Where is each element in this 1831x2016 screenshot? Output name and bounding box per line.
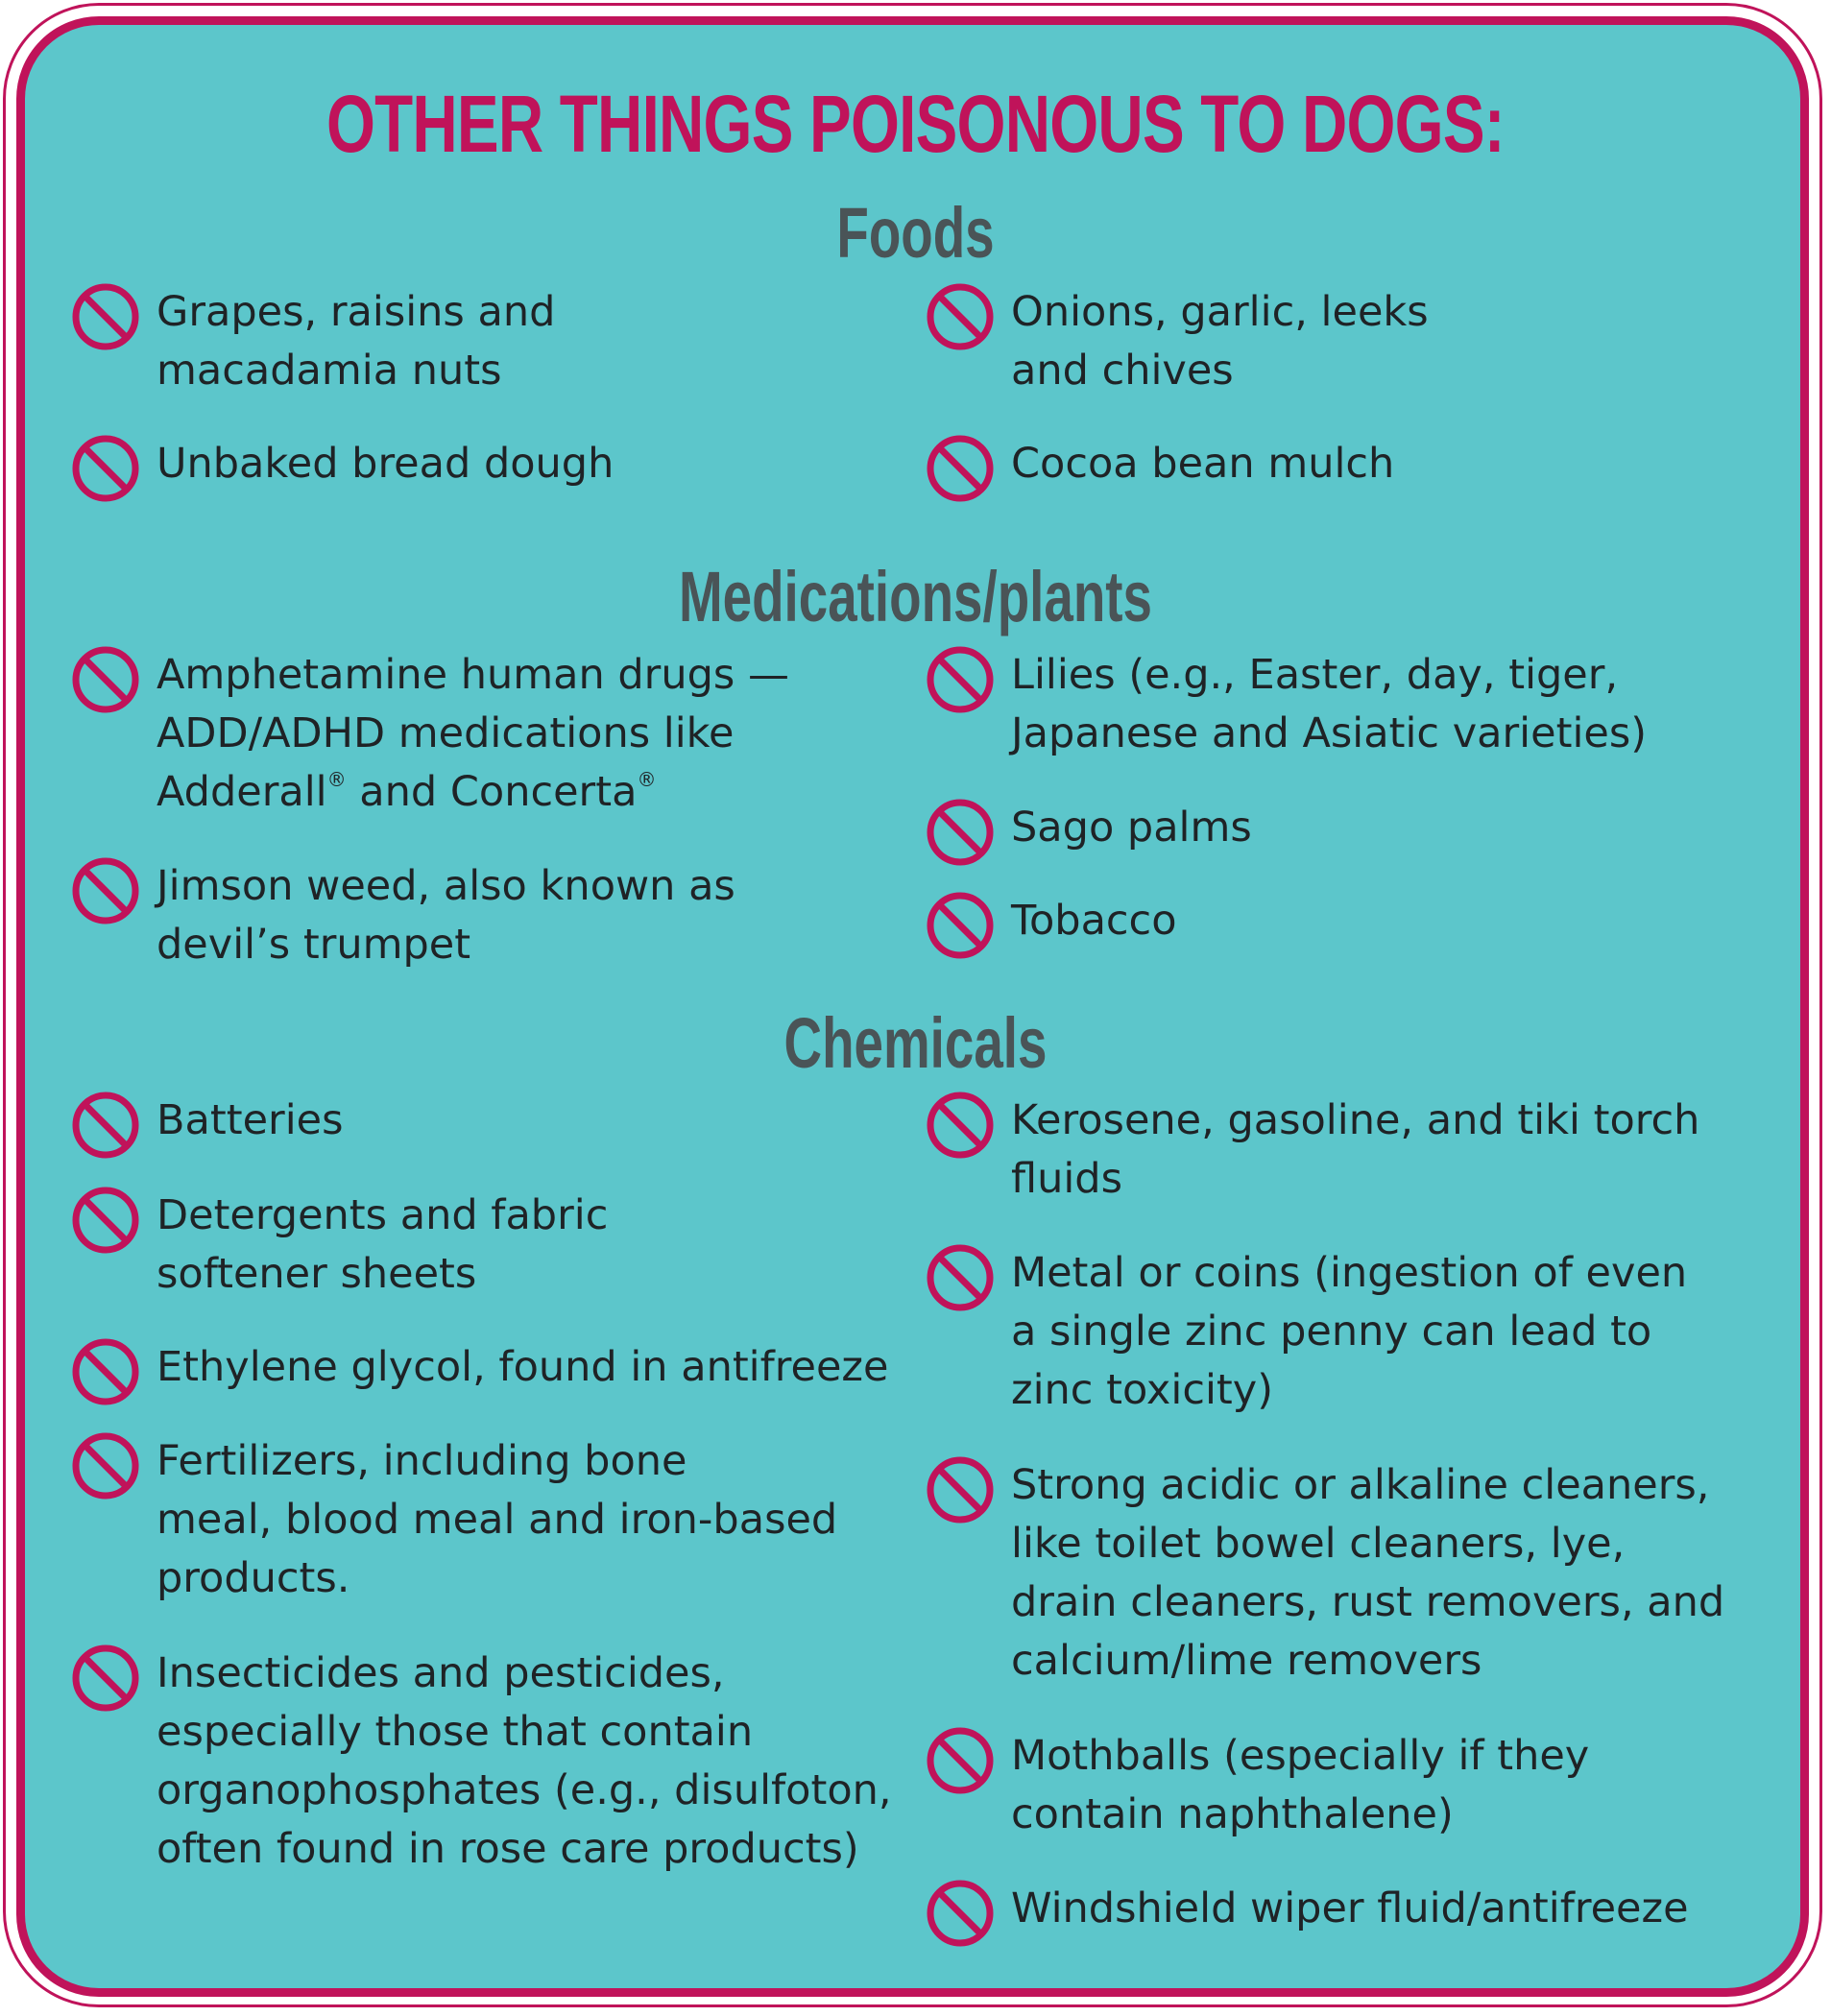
- prohibited-icon: [72, 1338, 139, 1405]
- prohibited-icon: [72, 435, 139, 502]
- section-heading-foods: Foods: [836, 193, 995, 273]
- prohibited-icon: [72, 857, 139, 924]
- list-item-text: Detergents and fabric softener sheets: [157, 1191, 609, 1298]
- prohibited-icon: [927, 1092, 994, 1159]
- prohibited-icon: [927, 435, 994, 502]
- list-item-text: Mothballs (especially if they contain naphthalene): [1011, 1732, 1590, 1838]
- list-item-text: Batteries: [157, 1096, 344, 1144]
- prohibited-icon: [927, 1456, 994, 1524]
- list-item-text: Windshield wiper fluid/antifreeze: [1011, 1884, 1689, 1932]
- list-item-text: Metal or coins (ingestion of even a single zinc penny can lead to zinc toxicity): [1011, 1249, 1688, 1414]
- prohibited-icon: [927, 1727, 994, 1794]
- prohibited-icon: [927, 799, 994, 866]
- list-item-text: Fertilizers, including bone meal, blood meal and iron-based products.: [157, 1437, 838, 1602]
- list-item-text: Grapes, raisins and macadamia nuts: [157, 288, 556, 395]
- list-item-text: Sago palms: [1011, 804, 1252, 852]
- list-item-text: Strong acidic or alkaline cleaners, like toilet bowel cleaners, lye, drain cleaners, rust removers, and calcium/lime removers: [1011, 1461, 1725, 1685]
- prohibited-icon: [927, 646, 994, 713]
- prohibited-icon: [72, 1644, 139, 1712]
- prohibited-icon: [72, 1432, 139, 1500]
- prohibited-icon: [927, 1880, 994, 1947]
- list-item-text: Cocoa bean mulch: [1011, 440, 1395, 488]
- prohibited-icon: [72, 646, 139, 713]
- prohibited-icon: [927, 1244, 994, 1311]
- prohibited-icon: [72, 1187, 139, 1254]
- list-item-text: Insecticides and pesticides, especially those that contain organophosphates (e.g., disulfoton, often found in rose care products): [157, 1649, 892, 1873]
- section-heading-chemicals: Chemicals: [783, 1003, 1048, 1083]
- list-item-text: Onions, garlic, leeks and chives: [1011, 288, 1429, 395]
- prohibited-icon: [72, 1092, 139, 1159]
- list-item-text: Ethylene glycol, found in antifreeze: [157, 1343, 889, 1391]
- list-item-text: Amphetamine human drugs — ADD/ADHD medications like Adderall® and Concerta®: [157, 651, 789, 816]
- prohibited-icon: [927, 892, 994, 959]
- page-title: OTHER THINGS POISONOUS TO DOGS:: [325, 79, 1505, 169]
- prohibited-icon: [927, 283, 994, 350]
- section-heading-medications-plants: Medications/plants: [679, 557, 1152, 636]
- list-item-text: Kerosene, gasoline, and tiki torch fluids: [1011, 1096, 1700, 1203]
- prohibited-icon: [72, 283, 139, 350]
- list-item-text: Jimson weed, also known as devil’s trumpet: [157, 862, 735, 969]
- list-item-text: Lilies (e.g., Easter, day, tiger, Japanese and Asiatic varieties): [1011, 651, 1648, 757]
- list-item-text: Tobacco: [1011, 897, 1177, 945]
- list-item-text: Unbaked bread dough: [157, 440, 614, 488]
